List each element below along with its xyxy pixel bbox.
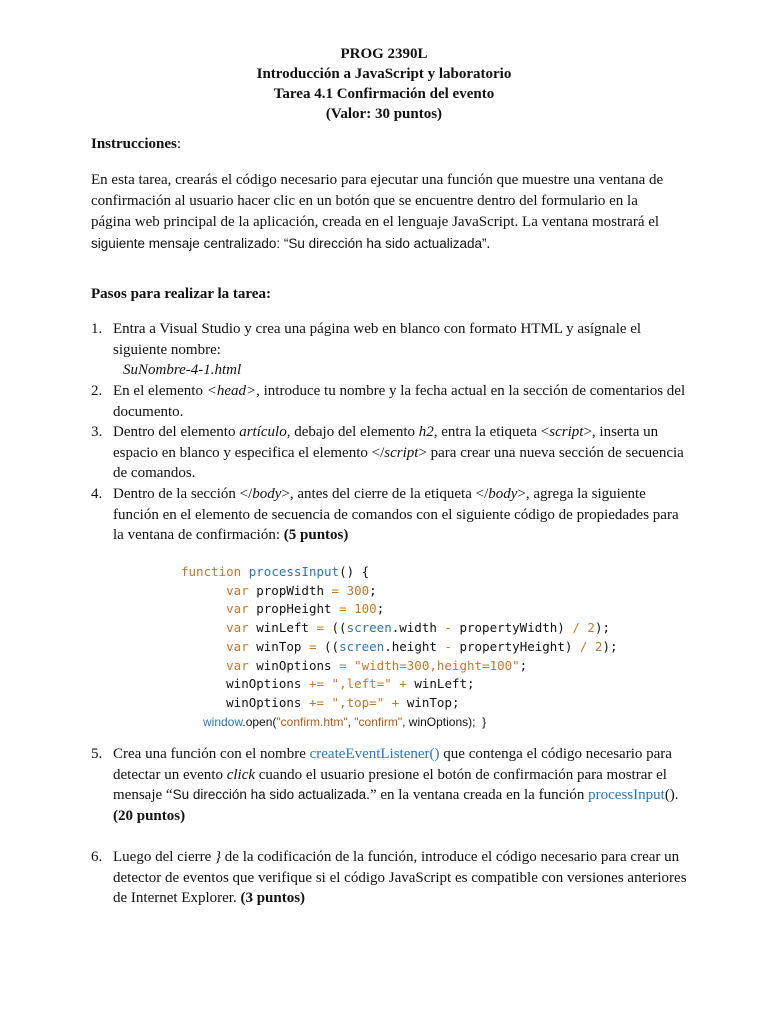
file-name: SuNombre-4-1.html (123, 362, 242, 378)
instructions-paragraph: En esta tarea, crearás el código necesario para ejecutar una función que muestre una ventana de confirmación al usuario hacer clic en un botón que se encuentre dentro del formulario en la página web principal de la aplicación, creada en el lenguaje JavaScript. La ventana mostrará el siguiente mensaje centralizado: “Su dirección ha sido actualizada”. (91, 172, 664, 252)
code-block: function processInput() { var propWidth = 300; var propHeight = 100; var winLeft = ((screen.width - propertyWidth) / 2); var winTop = ((screen.height - propertyHeight) / 2); var winOptions = "width=300,height=100"; winOptions += ",left=" + winLeft; winOptions += ",top=" + winTop; window.open("confirm.htm", "confirm", winOptions); } (181, 564, 618, 729)
document-page: PROG 2390L Introducción a JavaScript y laboratorio Tarea 4.1 Confirmación del evento (Valor: 30 puntos) Instrucciones: En esta tarea, crearás el código necesario para ejecutar una función que muestre una ventana de confirmación al usuario hacer clic en un botón que se encuentre dentro del formulario en la página web principal de la aplicación, creada en el lenguaje JavaScript. La ventana mostrará el siguiente mensaje centralizado: “Su dirección ha sido actualizada”. Pasos para realizar la tarea: 1. Entra a Visual Studio y crea una página web en blanco con formato HTML y asígnale el siguiente nombre: SuNombre-4-1.html 2. En el elemento <head>, introduce tu nombre y la fecha actual en la sección de comentarios del documento. 3. Dentro del elemento artículo, debajo del elemento h2, entra la etiqueta <script>, inserta un espacio en blanco y especifica el elemento </script> para crear una nueva sección de secuencia de comandos. 4. Dentro de la sección </body>, antes del cierre de la etiqueta </body>, agrega la siguiente función en el elemento de secuencia de comandos con el siguiente código de propiedades para la ventana de confirmación: (5 puntos) function processInput() { var propWidth = 300; var propHeight = 100; var winLeft = ((screen.width - propertyWidth) / 2); var winTop = ((screen.height - propertyHeight) / 2); var winOptions = "width=300,height=100"; winOptions += ",left=" + winLeft; winOptions += ",top=" + winTop; window.open("confirm.htm", "confirm", winOptions); } 5. Crea una función con el nombre createEventListener() que contenga el código necesario para detectar un evento click cuando el usuario presione el botón de confirmación para mostrar el mensaje “Su dirección ha sido actualizada.” en la ventana creada en la función processInput(). (20 puntos) 6. Luego del cierre } de la codificación de la función, introduce el código necesario para crear un detector de eventos que verifique si el código JavaScript es compatible con versiones anteriores de Internet Explorer. (3 puntos) (0, 0, 768, 1024)
assignment-value: (Valor: 30 puntos) (325, 106, 443, 122)
course-title: Introducción a JavaScript y laboratorio (256, 66, 512, 82)
document-header (0, 44, 768, 124)
instructions-heading: Instrucciones: (91, 136, 182, 152)
steps-heading: Pasos para realizar la tarea: (91, 286, 271, 302)
course-code: PROG 2390L (340, 46, 428, 62)
assignment-title: Tarea 4.1 Confirmación del evento (273, 86, 495, 102)
function-name-createEventListener: createEventListener() (309, 746, 440, 762)
function-name-processInput: processInput (588, 787, 665, 803)
